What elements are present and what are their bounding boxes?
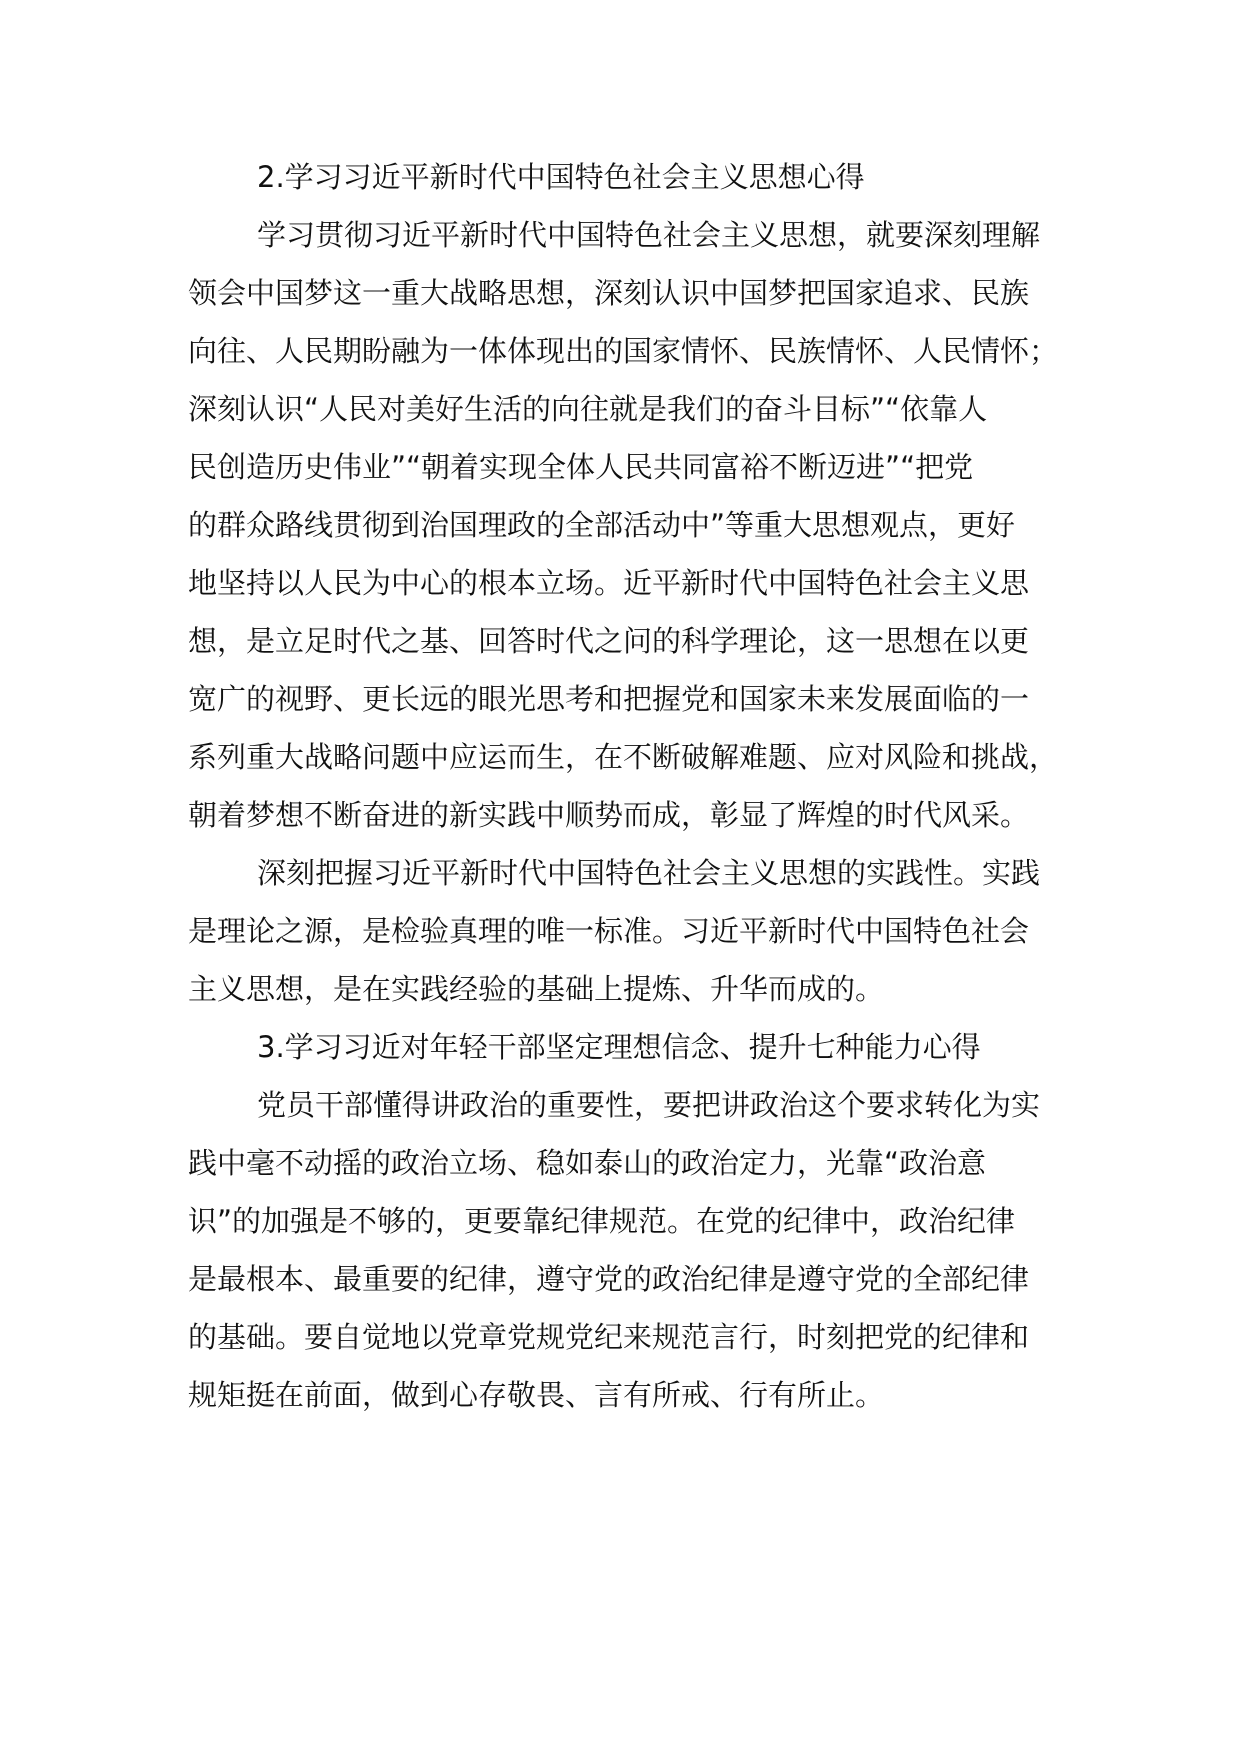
paragraph-line: 朝着梦想不断奋进的新实践中顺势而成，彰显了辉煌的时代风采。 [188,798,1030,832]
paragraph-line: 主义思想，是在实践经验的基础上提炼、升华而成的。 [188,972,885,1006]
paragraph-line: 向往、人民期盼融为一体体现出的国家情怀、民族情怀、人民情怀； [188,334,1059,368]
paragraph-line: 规矩挺在前面，做到心存敬畏、言有所戒、行有所止。 [188,1378,885,1412]
paragraph-line: 领会中国梦这一重大战略思想，深刻认识中国梦把国家追求、民族 [188,276,1030,310]
paragraph-line: 是最根本、最重要的纪律，遵守党的政治纪律是遵守党的全部纪律 [188,1262,1030,1296]
paragraph-line: 学习贯彻习近平新时代中国特色社会主义思想，就要深刻理解 [257,218,1041,252]
paragraph-line: 党员干部懂得讲政治的重要性，要把讲政治这个要求转化为实 [257,1088,1041,1122]
paragraph-line: 深刻把握习近平新时代中国特色社会主义思想的实践性。实践 [257,856,1041,890]
section-heading: 3.学习习近对年轻干部坚定理想信念、提升七种能力心得 [257,1030,981,1064]
paragraph-line: 想，是立足时代之基、回答时代之问的科学理论，这一思想在以更 [188,624,1030,658]
paragraph-line: 宽广的视野、更长远的眼光思考和把握党和国家未来发展面临的一 [188,682,1030,716]
paragraph-line: 的群众路线贯彻到治国理政的全部活动中”等重大思想观点，更好 [188,508,1016,542]
paragraph-line: 是理论之源，是检验真理的唯一标准。习近平新时代中国特色社会 [188,914,1030,948]
paragraph-line: 识”的加强是不够的，更要靠纪律规范。在党的纪律中，政治纪律 [188,1204,1016,1238]
paragraph-line: 民创造历史伟业”“朝着实现全体人民共同富裕不断迈进”“把党 [188,450,974,484]
paragraph-line: 地坚持以人民为中心的根本立场。近平新时代中国特色社会主义思 [188,566,1030,600]
paragraph-line: 深刻认识“人民对美好生活的向往就是我们的奋斗目标”“依靠人 [188,392,988,426]
section-heading: 2.学习习近平新时代中国特色社会主义思想心得 [257,160,865,194]
paragraph-line: 践中毫不动摇的政治立场、稳如泰山的政治定力，光靠“政治意 [188,1146,987,1180]
paragraph-line: 系列重大战略问题中应运而生，在不断破解难题、应对风险和挑战， [188,740,1059,774]
paragraph-line: 的基础。要自觉地以党章党规党纪来规范言行，时刻把党的纪律和 [188,1320,1030,1354]
